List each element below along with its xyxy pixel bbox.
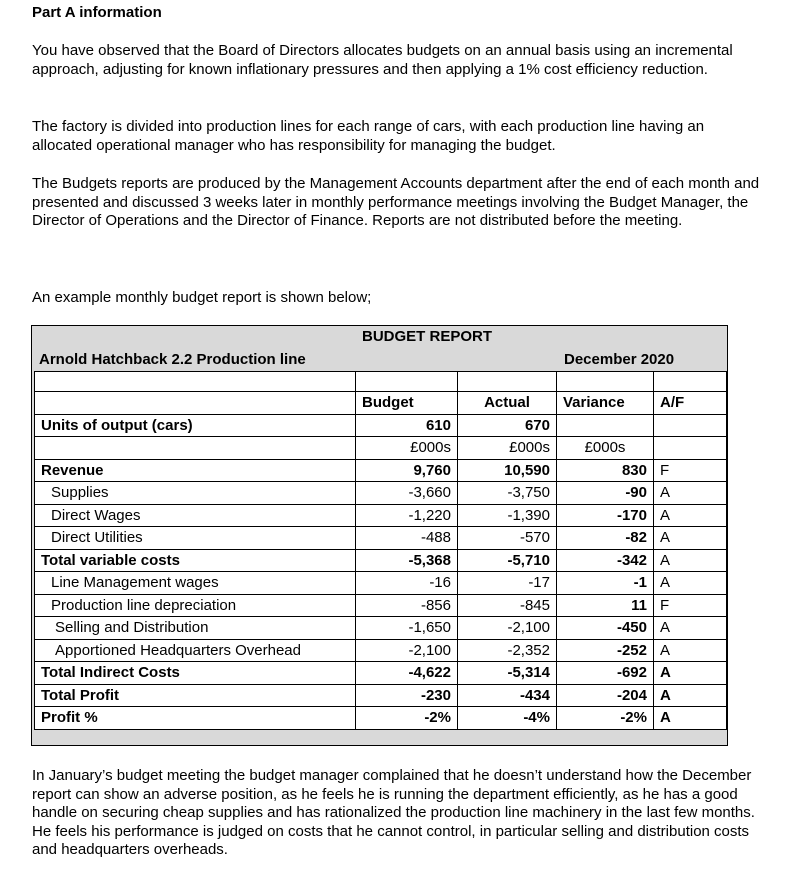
paragraph-manager-complaint: In January’s budget meeting the budget manager complained that he doesn’t understand how the December report can show an adverse position, as he feels he is running the department efficiently, as he has a good handle on securing cheap supplies and has rationalized the production line machinery in the last few months. He feels his performance is judged on costs that he cannot control, in particular selling and distribution costs and headquarters overheads. xyxy=(32,767,755,858)
table-row xyxy=(35,662,727,685)
row-actual: -2,352 xyxy=(458,639,557,662)
row-actual: -1,390 xyxy=(458,504,557,527)
row-af: A xyxy=(654,707,727,730)
report-production-line: Arnold Hatchback 2.2 Production line xyxy=(39,351,306,368)
header-actual: Actual xyxy=(458,392,557,415)
row-label: Supplies xyxy=(35,482,356,505)
row-label: Revenue xyxy=(35,459,356,482)
unit-variance: £000s xyxy=(557,437,654,460)
row-af: A xyxy=(654,504,727,527)
unit-label-row xyxy=(35,437,727,460)
row-af: A xyxy=(654,662,727,685)
row-af: A xyxy=(654,527,727,550)
table-row xyxy=(35,549,727,572)
budget-table xyxy=(34,371,727,730)
row-budget: -488 xyxy=(356,527,458,550)
row-variance: 11 xyxy=(557,594,654,617)
row-variance: -170 xyxy=(557,504,654,527)
table-row xyxy=(35,459,727,482)
row-variance: -82 xyxy=(557,527,654,550)
header-af: A/F xyxy=(654,392,727,415)
row-budget: -1,650 xyxy=(356,617,458,640)
row-budget: -5,368 xyxy=(356,549,458,572)
row-af: A xyxy=(654,572,727,595)
units-row xyxy=(35,414,727,437)
row-variance: 830 xyxy=(557,459,654,482)
row-variance: -2% xyxy=(557,707,654,730)
row-variance: -692 xyxy=(557,662,654,685)
row-label: Profit % xyxy=(35,707,356,730)
row-actual: -17 xyxy=(458,572,557,595)
row-variance: -90 xyxy=(557,482,654,505)
row-af: A xyxy=(654,482,727,505)
report-period: December 2020 xyxy=(564,351,675,368)
unit-budget: £000s xyxy=(356,437,458,460)
row-label: Direct Utilities xyxy=(35,527,356,550)
section-heading: Part A information xyxy=(32,4,162,21)
report-title: BUDGET REPORT xyxy=(362,328,493,345)
row-budget: -3,660 xyxy=(356,482,458,505)
row-actual: -3,750 xyxy=(458,482,557,505)
row-actual: -570 xyxy=(458,527,557,550)
row-variance: -204 xyxy=(557,684,654,707)
row-af: F xyxy=(654,459,727,482)
row-actual: -5,710 xyxy=(458,549,557,572)
row-label: Total Indirect Costs xyxy=(35,662,356,685)
units-budget: 610 xyxy=(356,414,458,437)
row-budget: -1,220 xyxy=(356,504,458,527)
row-af: A xyxy=(654,549,727,572)
table-row xyxy=(35,617,727,640)
row-label: Line Management wages xyxy=(35,572,356,595)
row-actual: -845 xyxy=(458,594,557,617)
row-af: A xyxy=(654,639,727,662)
row-af: A xyxy=(654,617,727,640)
units-actual: 670 xyxy=(458,414,557,437)
row-actual: -434 xyxy=(458,684,557,707)
unit-actual: £000s xyxy=(458,437,557,460)
units-label: Units of output (cars) xyxy=(35,414,356,437)
row-budget: -856 xyxy=(356,594,458,617)
table-row xyxy=(35,482,727,505)
table-row xyxy=(35,572,727,595)
row-actual: 10,590 xyxy=(458,459,557,482)
row-label: Production line depreciation xyxy=(35,594,356,617)
row-label: Total variable costs xyxy=(35,549,356,572)
row-budget: -2% xyxy=(356,707,458,730)
table-row xyxy=(35,527,727,550)
table-row xyxy=(35,707,727,730)
paragraph-reporting-process: The Budgets reports are produced by the Management Accounts department after the end of each month and presented and discussed 3 weeks later in monthly performance meetings involving the Budget Manager, the Director of Operations and the Director of Finance. Reports are not distributed before the meeting. xyxy=(32,175,760,229)
table-row xyxy=(35,594,727,617)
row-variance: -342 xyxy=(557,549,654,572)
header-budget: Budget xyxy=(356,392,458,415)
row-label: Apportioned Headquarters Overhead xyxy=(35,639,356,662)
row-label: Selling and Distribution xyxy=(35,617,356,640)
row-budget: -230 xyxy=(356,684,458,707)
table-row xyxy=(35,504,727,527)
budget-report xyxy=(31,325,728,746)
table-row xyxy=(35,639,727,662)
row-actual: -5,314 xyxy=(458,662,557,685)
row-label: Direct Wages xyxy=(35,504,356,527)
table-header-row xyxy=(35,392,727,415)
paragraph-production-lines: The factory is divided into production lines for each range of cars, with each production line having an allocated operational manager who has responsibility for managing the budget. xyxy=(32,118,705,154)
paragraph-report-intro: An example monthly budget report is shown below; xyxy=(32,289,372,306)
row-variance: -252 xyxy=(557,639,654,662)
row-variance: -1 xyxy=(557,572,654,595)
row-budget: -2,100 xyxy=(356,639,458,662)
row-label: Total Profit xyxy=(35,684,356,707)
row-variance: -450 xyxy=(557,617,654,640)
row-af: F xyxy=(654,594,727,617)
row-af: A xyxy=(654,684,727,707)
row-budget: 9,760 xyxy=(356,459,458,482)
table-spacer-row xyxy=(35,372,727,392)
paragraph-budget-approach: You have observed that the Board of Directors allocates budgets on an annual basis using an incremental approach, adjusting for known inflationary pressures and then applying a 1% cost efficiency reduction. xyxy=(32,42,733,78)
row-actual: -4% xyxy=(458,707,557,730)
row-budget: -16 xyxy=(356,572,458,595)
row-budget: -4,622 xyxy=(356,662,458,685)
header-variance: Variance xyxy=(557,392,654,415)
row-actual: -2,100 xyxy=(458,617,557,640)
table-row xyxy=(35,684,727,707)
